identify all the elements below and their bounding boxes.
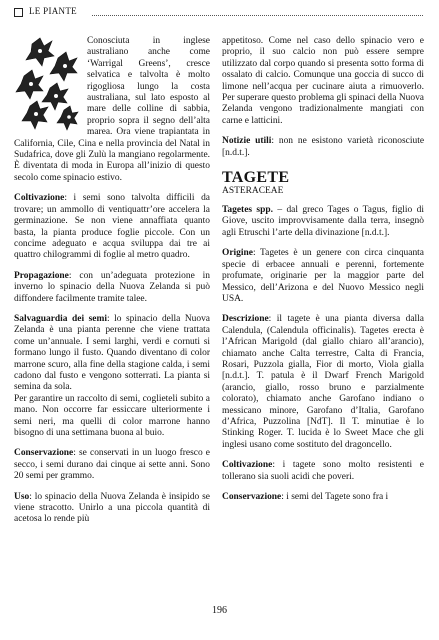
coltivazione-tagete-paragraph — [222, 460, 424, 483]
tagetes-label: Tagetes spp. — [222, 205, 273, 216]
propagazione-label: Propagazione — [14, 270, 69, 281]
seed-illustration — [14, 36, 81, 132]
coltivazione-tagete-label: Coltivazione — [222, 460, 273, 471]
origine-paragraph — [222, 248, 424, 305]
coltivazione-text: : i semi sono talvolta difficili da trovare; un ammollo di ventiquattr’ore accelera la germinazione. Se non viene annaffiata quanto basta, la pianta produce foglie piccole. Con un concime adeguato e acqua sviluppa dai tre ai quattro chilogrammi di foglie al metro quadro. — [14, 193, 210, 261]
origine-text: : Tagetes è un genere con circa cinquanta specie di erbacee annuali e perenni, fortemente profumate, originarie per la maggior parte del Messico, dell’Arizona e del Nuovo Messico negli USA. — [222, 248, 424, 304]
conservazione-text: : se conservati in un luogo fresco e secco, i semi durano dai cinque ai sette anni. Sono 20 semi per grammo. — [14, 448, 210, 482]
continuation-paragraph: appetitoso. Come nel caso dello spinacio vero e proprio, il suo calcio non può essere sempre utilizzato dal corpo quando si presenta sotto forma di ossalato di calcio. Comunque una goccia di succo di limone nell’acqua per cucinare aiuta a rimuoverlo. Per superare questo problema gli spinaci della Nuova Zelanda vengono tradizionalmente mangiati con carne e latticini. — [222, 36, 424, 126]
uso-paragraph — [14, 492, 210, 526]
section-heading — [222, 169, 424, 197]
salvaguardia-paragraph — [14, 314, 210, 394]
descrizione-paragraph — [222, 314, 424, 451]
left-column — [14, 36, 210, 526]
page-number: 196 — [212, 605, 227, 616]
section-family: ASTERACEAE — [222, 186, 284, 197]
conservazione-tagete-label: Conservazione — [222, 492, 282, 502]
running-header — [14, 7, 423, 21]
descrizione-text: : il tagete è una pianta diversa dalla Calendula, (Calendula officinalis). Tagetes erecta è l’African Marigold (dal giallo chiaro all’arancio), chiamato anche Calta terrestre, Calta di Francia, Rosari, Puzzola gialla, Fior di morto, Viola gialla [n.d.t.]. T. patula è il Dwarf French Marigold (arancio, giallo, rosso bruno e parzialmente colorato), chiamato anche Garofano indiano o messicano minore, Garofano d’Italia, Garofano d’Africa, Puzzolina [NdT]. Il T. minutiae è lo Stinking Roger. T. lucida è lo Sweet Mace che gli inglesi usano come sostituto del dragoncello. — [222, 314, 424, 450]
coltivazione-tagete-text: : i tagete sono molto resistenti e tollerano sia suoli acidi che poveri. — [222, 460, 424, 482]
uso-text: : lo spinacio della Nuova Zelanda è insipido se viene stracotto. Unirlo a una piccola quantità di acetosa lo rende più — [14, 491, 210, 525]
header-dotted-rule — [92, 15, 423, 16]
salvaguardia-paragraph-2: Per garantire un raccolto di semi, coglieteli subito a mano. Non occorre far essiccare ulteriormente i semi neri, ma quelli di color marrone hanno bisogno di una settimana buona al buio. — [14, 393, 210, 438]
tagetes-text: – dal greco Tages o Tagus, figlio di Giove, uscito improvvisamente dalla terra, insegnò agli Etruschi l’arte della divinazione [n.d.t.]. — [222, 205, 424, 238]
descrizione-label: Descrizione — [222, 314, 269, 325]
notizie-label: Notizie utili — [222, 136, 272, 147]
section-title: TAGETE — [222, 169, 290, 187]
conservazione-label: Conservazione — [14, 448, 74, 459]
uso-label: Uso — [14, 491, 30, 502]
salvaguardia-text: : lo spinacio della Nuova Zelanda è una pianta perenne che viene trattata come un’annuale. I semi larghi, verdi e cornuti si formano lungo il fusto. Quando diventano di color marrone scuro, alla fine della stagione calda, i semi cadono dal fusto e vengono sotterrati. La pianta si semina da sola. — [14, 313, 210, 393]
coltivazione-paragraph — [14, 193, 210, 261]
notizie-paragraph — [222, 136, 424, 159]
intro-paragraph: Conosciuta in inglese australiano anche come ‘Warrigal Greens’, cresce selvatica e talvolta è molto rigogliosa lungo la costa australiana, sul lato esposto al mare delle colline di sabbia, proprio sopra il segno dell’alta marea. Ora viene trapiantata in California, Cile, Cina e nella provincia del Natal in Sudafrica, dove gli Zulù la mangiano regolarmente. È diventata di moda in Europa all’inizio di questo secolo come spinacio estivo. — [14, 36, 210, 183]
header-section-title: LE PIANTE — [29, 6, 77, 16]
origine-label: Origine — [222, 248, 253, 259]
header-square-icon — [14, 8, 23, 17]
right-column — [222, 36, 424, 503]
tagetes-paragraph — [222, 205, 424, 239]
conservazione-paragraph — [14, 448, 210, 482]
notizie-text: : non ne esistono varietà riconosciute [n.d.t.]. — [222, 136, 425, 158]
coltivazione-label: Coltivazione — [14, 193, 65, 204]
conservazione-tagete-text: : i semi del Tagete sono fra i — [281, 492, 389, 502]
salvaguardia-label: Salvaguardia dei semi — [14, 313, 107, 324]
conservazione-tagete-paragraph — [222, 492, 424, 503]
propagazione-paragraph — [14, 271, 210, 305]
propagazione-text: : con un’adeguata protezione in inverno lo spinacio della Nuova Zelanda si può diffondere facilmente tramite talee. — [14, 270, 210, 304]
